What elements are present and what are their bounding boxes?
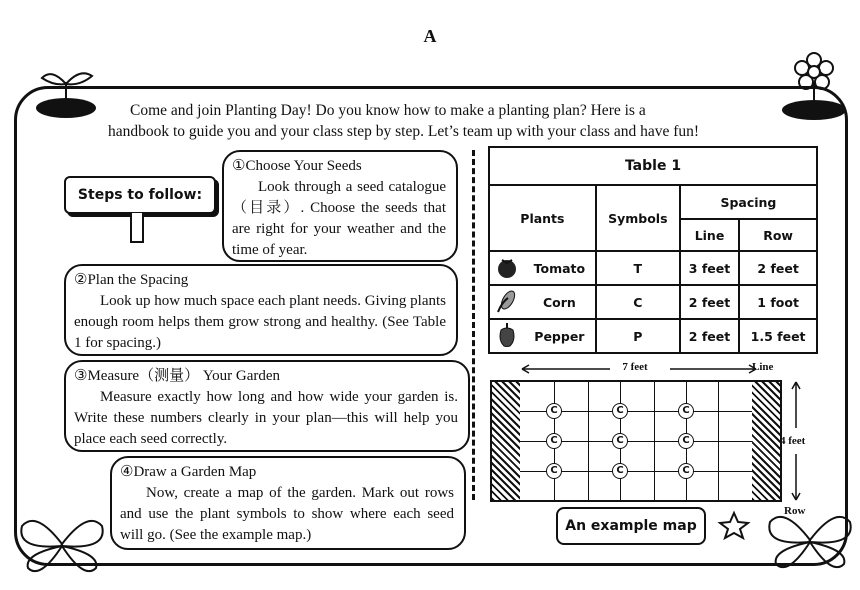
table-row xyxy=(489,285,817,319)
steps-sign: Steps to follow: xyxy=(64,176,216,214)
intro-line-1: Come and join Planting Day! Do you know how to make a planting plan? Here is a xyxy=(130,102,646,119)
header-line: Line xyxy=(680,219,739,251)
row-spacing: 1.5 feet xyxy=(739,319,817,353)
map-row-label: Row xyxy=(784,505,806,517)
plant-symbol: C xyxy=(596,285,680,319)
step-1-body: Look through a seed catalogue（目录）. Choose the seeds that are right for your weather and the time of year. xyxy=(232,179,446,258)
pepper-icon xyxy=(489,319,524,353)
table-row xyxy=(489,251,817,285)
map-border-left xyxy=(492,382,520,500)
step-4-body: Now, create a map of the garden. Mark out rows and use the plant symbols to show where each seed will go. (See the example map.) xyxy=(120,485,454,543)
step-1-box xyxy=(222,150,458,262)
table-row xyxy=(489,319,817,353)
corn-icon xyxy=(489,285,524,319)
row-spacing: 1 foot xyxy=(739,285,817,319)
corn-symbol: C xyxy=(546,433,562,449)
example-map xyxy=(490,380,782,502)
header-symbols: Symbols xyxy=(596,185,680,251)
plant-symbol: P xyxy=(596,319,680,353)
table-caption: Table 1 xyxy=(489,147,817,185)
plant-name: Corn xyxy=(524,285,596,319)
corn-symbol: C xyxy=(612,403,628,419)
corn-symbol: C xyxy=(612,463,628,479)
plant-name: Tomato xyxy=(524,251,596,285)
corn-symbol: C xyxy=(678,433,694,449)
corn-symbol: C xyxy=(546,403,562,419)
corn-symbol: C xyxy=(546,463,562,479)
line-spacing: 2 feet xyxy=(680,319,739,353)
spacing-table xyxy=(488,146,818,354)
line-spacing: 2 feet xyxy=(680,285,739,319)
section-divider xyxy=(472,150,475,500)
header-plants: Plants xyxy=(489,185,596,251)
map-border-right xyxy=(752,382,780,500)
step-3-heading: ③Measure（测量） Your Garden xyxy=(74,368,281,384)
intro-line-2: handbook to guide you and your class step by step. Let’s team up with your class and have fun! xyxy=(108,123,700,140)
corn-symbol: C xyxy=(678,403,694,419)
step-3-body: Measure exactly how long and how wide your garden is. Write these numbers clearly in your plan—this will help you place each seed correctly. xyxy=(74,389,458,447)
step-2-body: Look up how much space each plant needs. Giving plants enough room helps them grow strong and healthy. (See Table 1 for spacing.) xyxy=(74,293,446,351)
plant-symbol: T xyxy=(596,251,680,285)
step-1-heading: ①Choose Your Seeds xyxy=(232,158,362,174)
step-2-box xyxy=(64,264,458,356)
line-spacing: 3 feet xyxy=(680,251,739,285)
star-icon xyxy=(716,510,752,540)
step-4-heading: ④Draw a Garden Map xyxy=(120,464,257,480)
sign-post xyxy=(130,213,144,243)
corn-symbol: C xyxy=(678,463,694,479)
step-4-box xyxy=(110,456,466,550)
example-map-caption: An example map xyxy=(556,507,706,545)
header-spacing: Spacing xyxy=(680,185,817,219)
step-2-heading: ②Plan the Spacing xyxy=(74,272,189,288)
corn-symbol: C xyxy=(612,433,628,449)
page-title: A xyxy=(423,26,437,46)
map-line-label: Line xyxy=(752,361,774,373)
map-height-label: 4 feet xyxy=(780,435,806,447)
intro-text xyxy=(108,100,774,142)
row-spacing: 2 feet xyxy=(739,251,817,285)
tomato-icon xyxy=(489,251,524,285)
step-3-box xyxy=(64,360,470,452)
plant-name: Pepper xyxy=(524,319,596,353)
map-width-label: 7 feet xyxy=(622,361,648,373)
header-row: Row xyxy=(739,219,817,251)
